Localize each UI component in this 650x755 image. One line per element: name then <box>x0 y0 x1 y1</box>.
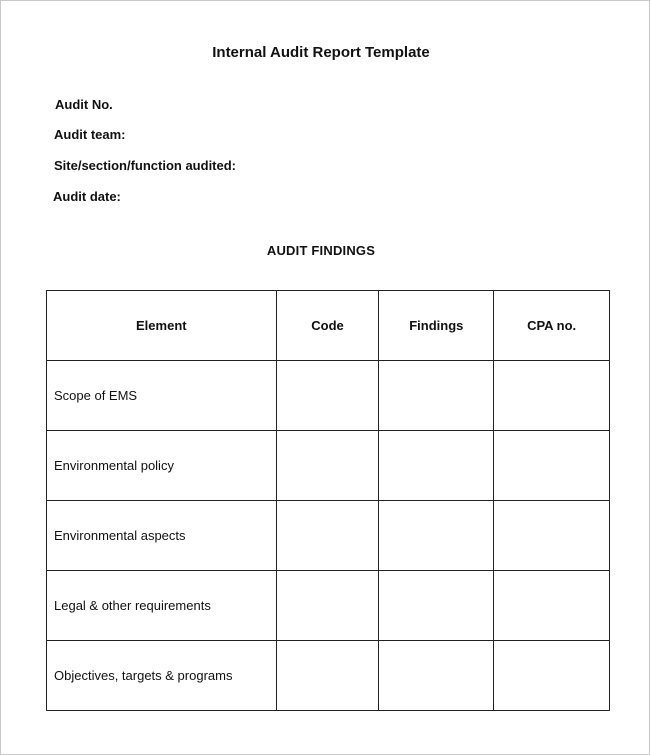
code-cell <box>276 641 379 711</box>
header-code: Code <box>276 291 379 361</box>
cpa-cell <box>494 571 610 641</box>
table-row <box>47 431 610 501</box>
code-cell <box>276 361 379 431</box>
findings-cell <box>379 361 494 431</box>
findings-cell <box>379 641 494 711</box>
document-title: Internal Audit Report Template <box>212 44 430 61</box>
audit-findings-heading: AUDIT FINDINGS <box>266 243 376 258</box>
code-cell <box>276 571 379 641</box>
code-cell <box>276 501 379 571</box>
audit-team-label: Audit team: <box>54 127 126 142</box>
site-audited-label: Site/section/function audited: <box>54 158 237 173</box>
table-row <box>47 361 610 431</box>
code-cell <box>276 431 379 501</box>
table-row <box>47 501 610 571</box>
table-row <box>47 641 610 711</box>
findings-cell <box>379 431 494 501</box>
cpa-cell <box>494 361 610 431</box>
header-element: Element <box>47 291 277 361</box>
element-cell: Legal & other requirements <box>47 571 277 641</box>
element-cell: Objectives, targets & programs <box>47 641 277 711</box>
audit-number-label: Audit No. <box>55 97 113 112</box>
findings-cell <box>379 501 494 571</box>
cpa-cell <box>494 501 610 571</box>
cpa-cell <box>494 431 610 501</box>
table-header-row <box>47 291 610 361</box>
table-row <box>47 571 610 641</box>
element-cell: Environmental aspects <box>47 501 277 571</box>
element-cell: Scope of EMS <box>47 361 277 431</box>
findings-table <box>46 290 610 711</box>
cpa-cell <box>494 641 610 711</box>
findings-cell <box>379 571 494 641</box>
header-cpa-no: CPA no. <box>494 291 610 361</box>
audit-date-label: Audit date: <box>53 189 121 204</box>
header-findings: Findings <box>379 291 494 361</box>
element-cell: Environmental policy <box>47 431 277 501</box>
